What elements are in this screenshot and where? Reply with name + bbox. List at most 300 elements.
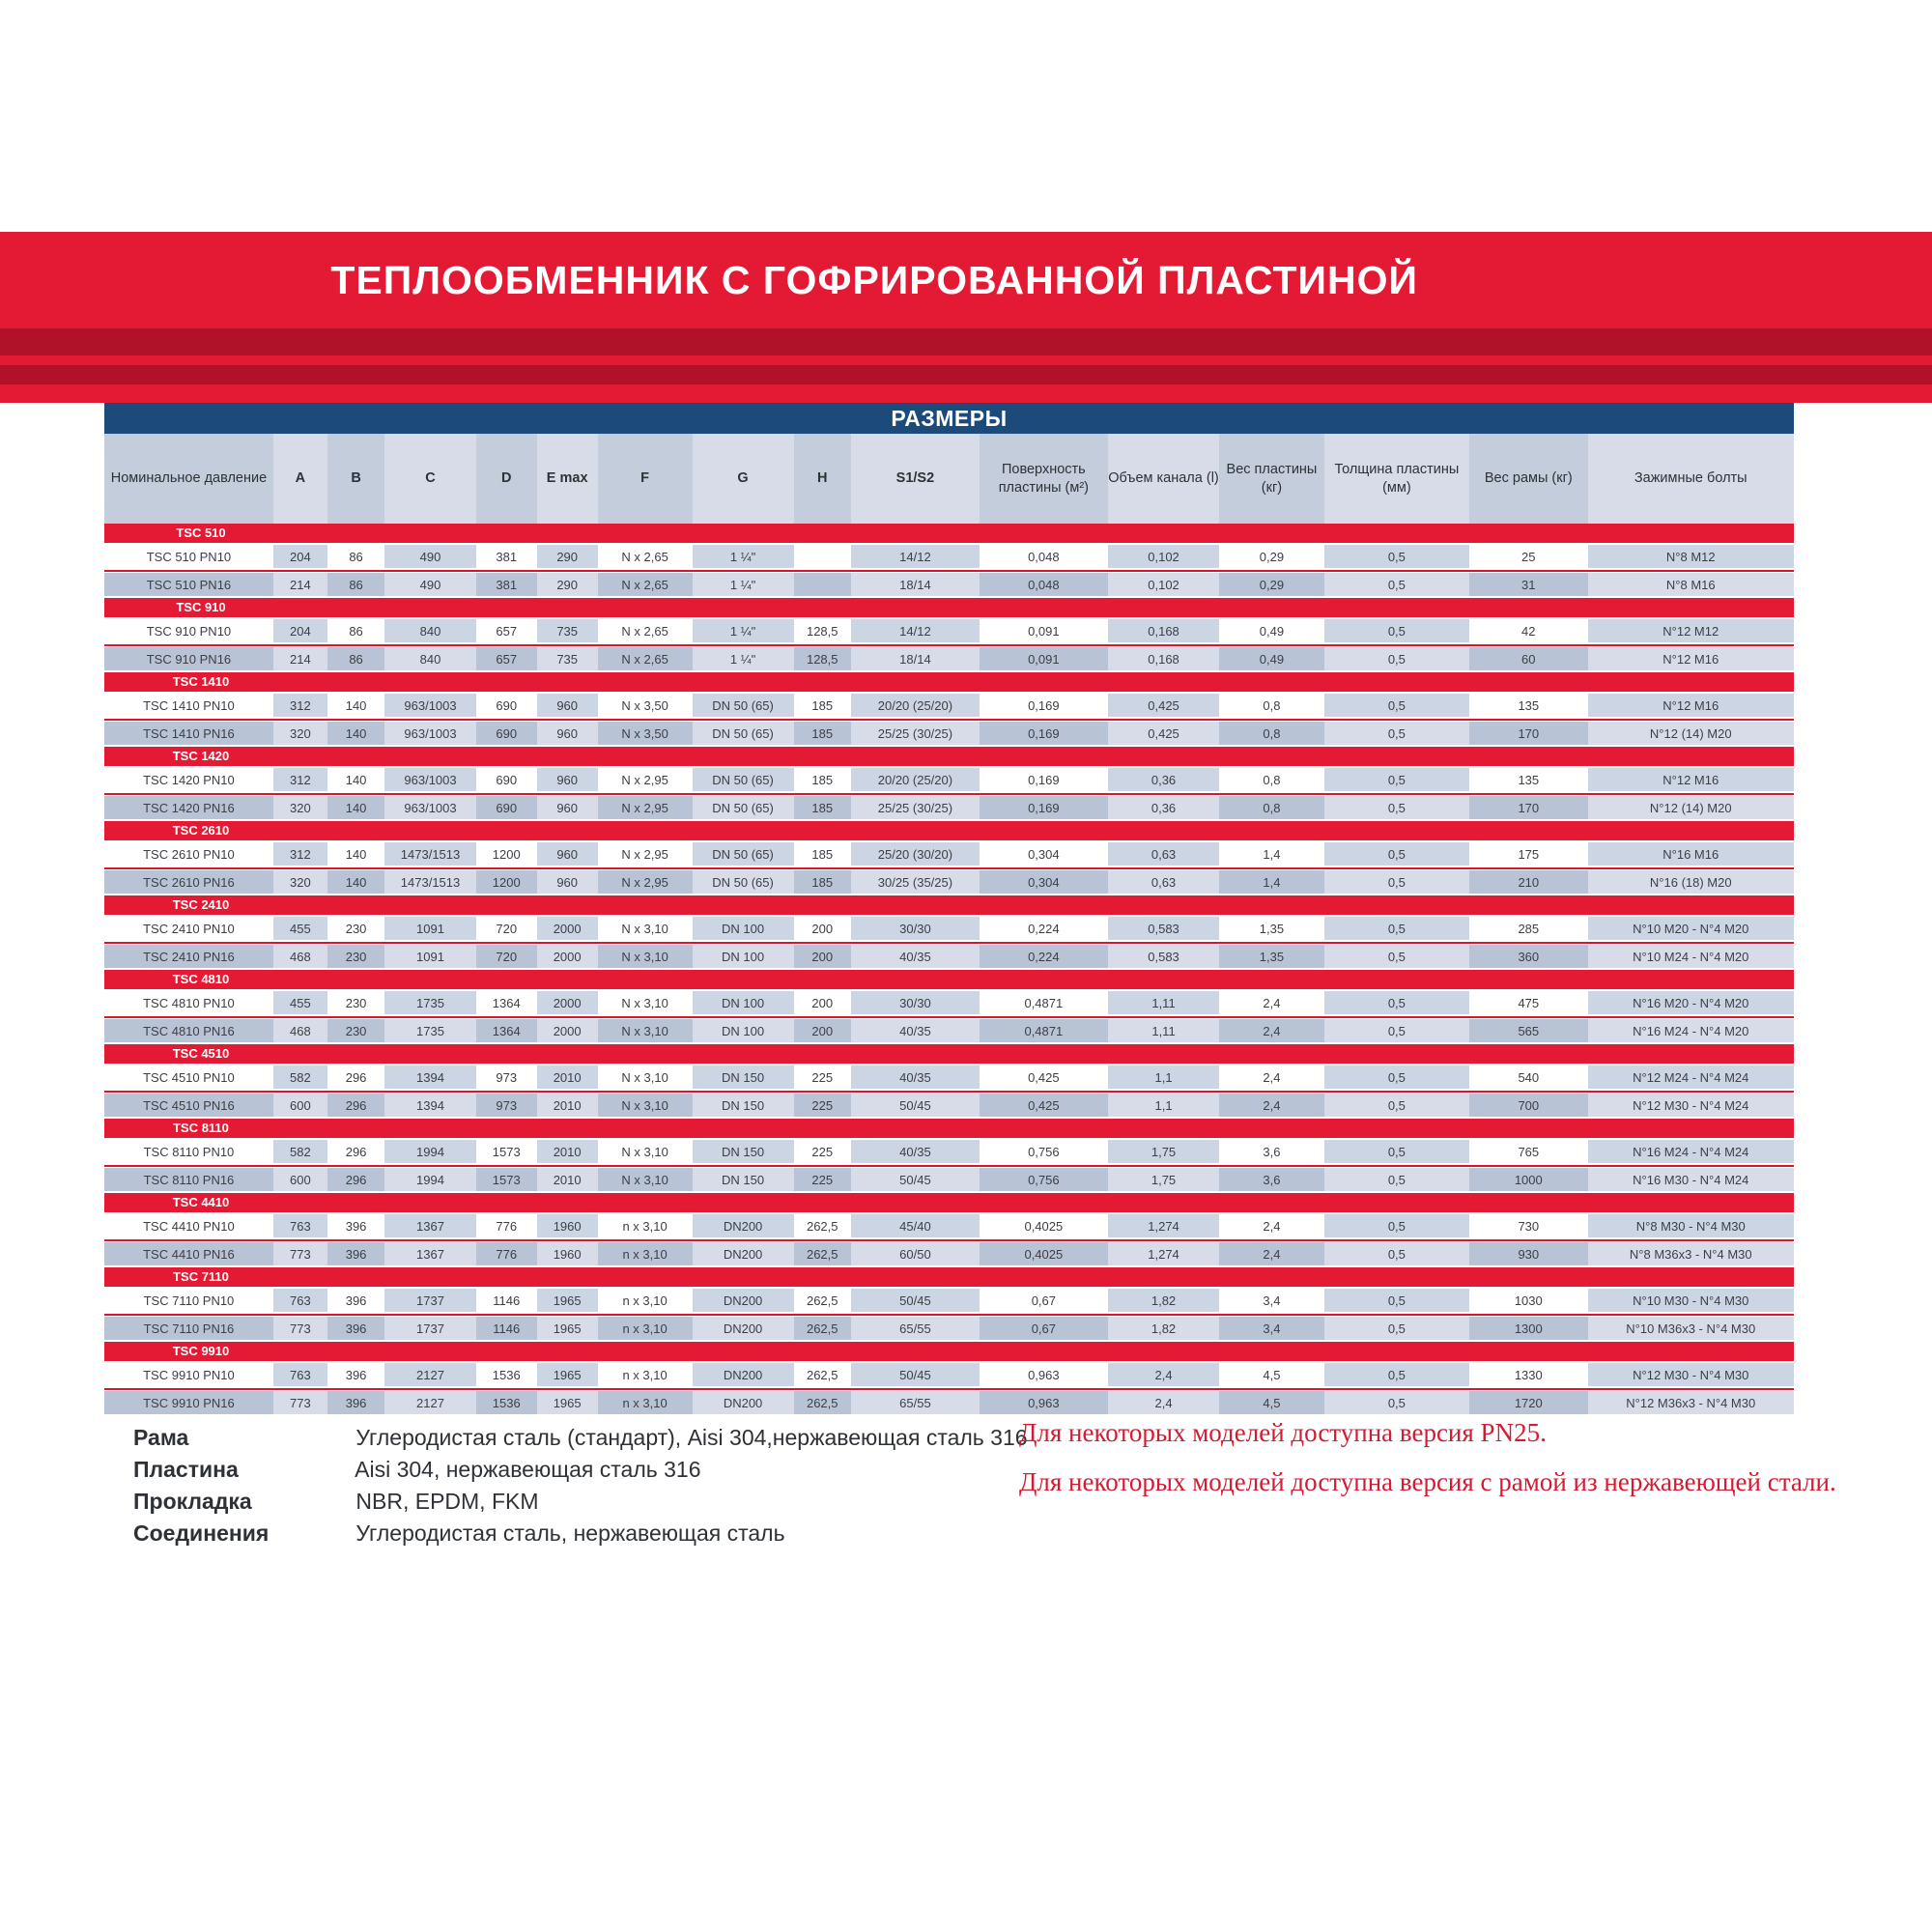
- data-row: [104, 842, 1794, 866]
- data-row: [104, 647, 1794, 670]
- column-header-row: [104, 434, 1794, 524]
- value-cell: 1965: [537, 1391, 598, 1414]
- value-cell: 0,5: [1324, 722, 1469, 745]
- value-cell: 1 ¼": [693, 647, 794, 670]
- data-row: [104, 1317, 1794, 1340]
- value-cell: DN200: [693, 1391, 794, 1414]
- value-cell: N°12 M30 - N°4 M30: [1588, 1363, 1795, 1386]
- value-cell: 30/25 (35/25): [851, 870, 980, 894]
- model-variant-cell: TSC 2410 PN10: [104, 917, 273, 940]
- value-cell: 2,4: [1219, 1065, 1323, 1089]
- value-cell: 0,963: [980, 1363, 1108, 1386]
- value-cell: DN 100: [693, 917, 794, 940]
- value-cell: 0,4025: [980, 1242, 1108, 1265]
- value-cell: 1146: [476, 1289, 537, 1312]
- value-cell: 2000: [537, 917, 598, 940]
- value-cell: 262,5: [794, 1317, 851, 1340]
- value-cell: 25/20 (30/20): [851, 842, 980, 866]
- value-cell: 690: [476, 796, 537, 819]
- value-cell: 2,4: [1219, 1214, 1323, 1237]
- value-cell: 210: [1469, 870, 1587, 894]
- title-banner: [0, 232, 1932, 328]
- data-row: [104, 945, 1794, 968]
- value-cell: N°12 M30 - N°4 M24: [1588, 1094, 1795, 1117]
- column-header: E max: [537, 434, 598, 524]
- model-variant-cell: TSC 910 PN10: [104, 619, 273, 642]
- model-variant-cell: TSC 510 PN16: [104, 573, 273, 596]
- value-cell: 730: [1469, 1214, 1587, 1237]
- value-cell: 960: [537, 842, 598, 866]
- value-cell: 0,5: [1324, 647, 1469, 670]
- value-cell: 1,11: [1108, 991, 1219, 1014]
- value-cell: 86: [327, 619, 384, 642]
- value-cell: 0,67: [980, 1317, 1108, 1340]
- group-header-row: [104, 672, 1794, 692]
- value-cell: 1 ¼": [693, 619, 794, 642]
- value-cell: 296: [327, 1065, 384, 1089]
- value-cell: 0,5: [1324, 1168, 1469, 1191]
- model-variant-cell: TSC 8110 PN10: [104, 1140, 273, 1163]
- value-cell: 700: [1469, 1094, 1587, 1117]
- value-cell: 0,36: [1108, 768, 1219, 791]
- value-cell: 50/45: [851, 1363, 980, 1386]
- value-cell: 735: [537, 619, 598, 642]
- data-row: [104, 917, 1794, 940]
- value-cell: 18/14: [851, 647, 980, 670]
- data-row: [104, 1363, 1794, 1386]
- value-cell: 60: [1469, 647, 1587, 670]
- value-cell: DN 50 (65): [693, 694, 794, 717]
- model-variant-cell: TSC 1420 PN10: [104, 768, 273, 791]
- value-cell: 2010: [537, 1094, 598, 1117]
- value-cell: DN 100: [693, 991, 794, 1014]
- value-cell: DN200: [693, 1317, 794, 1340]
- value-cell: 1,35: [1219, 917, 1323, 940]
- value-cell: 1473/1513: [384, 870, 475, 894]
- value-cell: DN200: [693, 1242, 794, 1265]
- column-header: Вес пластины (кг): [1219, 434, 1323, 524]
- value-cell: 1,4: [1219, 842, 1323, 866]
- value-cell: 0,583: [1108, 917, 1219, 940]
- value-cell: 1473/1513: [384, 842, 475, 866]
- value-cell: N x 2,95: [598, 796, 693, 819]
- value-cell: 0,5: [1324, 842, 1469, 866]
- group-model-label: TSC 910: [176, 600, 226, 614]
- value-cell: 185: [794, 768, 851, 791]
- data-row: [104, 1094, 1794, 1117]
- value-cell: 1960: [537, 1242, 598, 1265]
- value-cell: 690: [476, 768, 537, 791]
- value-cell: 1536: [476, 1391, 537, 1414]
- value-cell: n x 3,10: [598, 1242, 693, 1265]
- model-variant-cell: TSC 9910 PN10: [104, 1363, 273, 1386]
- value-cell: DN200: [693, 1289, 794, 1312]
- dimensions-table: [104, 434, 1794, 1416]
- value-cell: DN 150: [693, 1094, 794, 1117]
- value-cell: 1737: [384, 1317, 475, 1340]
- value-cell: 490: [384, 545, 475, 568]
- value-cell: 2,4: [1108, 1391, 1219, 1414]
- data-row: [104, 1242, 1794, 1265]
- value-cell: 290: [537, 573, 598, 596]
- value-cell: 381: [476, 573, 537, 596]
- value-cell: N x 2,95: [598, 870, 693, 894]
- data-row: [104, 722, 1794, 745]
- value-cell: 582: [273, 1140, 327, 1163]
- value-cell: 1 ¼": [693, 545, 794, 568]
- value-cell: 285: [1469, 917, 1587, 940]
- value-cell: 140: [327, 768, 384, 791]
- group-header-row: [104, 970, 1794, 989]
- value-cell: 0,67: [980, 1289, 1108, 1312]
- value-cell: 963/1003: [384, 722, 475, 745]
- value-cell: 963/1003: [384, 694, 475, 717]
- value-cell: N°10 M36x3 - N°4 M30: [1588, 1317, 1795, 1340]
- value-cell: 963/1003: [384, 796, 475, 819]
- value-cell: 1720: [1469, 1391, 1587, 1414]
- value-cell: 475: [1469, 991, 1587, 1014]
- value-cell: 1573: [476, 1168, 537, 1191]
- value-cell: N°16 M16: [1588, 842, 1795, 866]
- value-cell: 0,425: [980, 1094, 1108, 1117]
- value-cell: 1573: [476, 1140, 537, 1163]
- materials-specs: [133, 1422, 1028, 1549]
- value-cell: 2,4: [1219, 1242, 1323, 1265]
- value-cell: N x 2,65: [598, 619, 693, 642]
- data-row: [104, 870, 1794, 894]
- value-cell: 0,4871: [980, 1019, 1108, 1042]
- value-cell: 312: [273, 694, 327, 717]
- group-header-row: [104, 598, 1794, 617]
- value-cell: 14/12: [851, 619, 980, 642]
- value-cell: 290: [537, 545, 598, 568]
- value-cell: 0,5: [1324, 1019, 1469, 1042]
- value-cell: 0,36: [1108, 796, 1219, 819]
- value-cell: N°8 M12: [1588, 545, 1795, 568]
- value-cell: 140: [327, 694, 384, 717]
- note-stainless-frame: Для некоторых моделей доступна версия с рамой из нержавеющей стали.: [1019, 1467, 1836, 1496]
- spec-value: Aisi 304, нержавеющая сталь 316: [355, 1457, 701, 1482]
- value-cell: 3,6: [1219, 1140, 1323, 1163]
- value-cell: 0,5: [1324, 1214, 1469, 1237]
- value-cell: 763: [273, 1363, 327, 1386]
- value-cell: 3,4: [1219, 1317, 1323, 1340]
- group-header-row: [104, 1044, 1794, 1064]
- value-cell: 720: [476, 945, 537, 968]
- value-cell: 262,5: [794, 1242, 851, 1265]
- value-cell: 0,5: [1324, 573, 1469, 596]
- value-cell: N x 3,10: [598, 917, 693, 940]
- value-cell: 1,75: [1108, 1168, 1219, 1191]
- column-header: C: [384, 434, 475, 524]
- value-cell: 320: [273, 870, 327, 894]
- value-cell: 960: [537, 768, 598, 791]
- column-header: Номинальное давление: [104, 434, 273, 524]
- value-cell: 0,224: [980, 917, 1108, 940]
- value-cell: N x 3,10: [598, 1168, 693, 1191]
- value-cell: 0,5: [1324, 1363, 1469, 1386]
- value-cell: 1735: [384, 991, 475, 1014]
- value-cell: 1394: [384, 1065, 475, 1089]
- group-header-row: [104, 524, 1794, 543]
- value-cell: N°8 M16: [1588, 573, 1795, 596]
- value-cell: n x 3,10: [598, 1214, 693, 1237]
- value-cell: 0,5: [1324, 1289, 1469, 1312]
- value-cell: 230: [327, 945, 384, 968]
- value-cell: N°12 M24 - N°4 M24: [1588, 1065, 1795, 1089]
- column-header: D: [476, 434, 537, 524]
- value-cell: 1394: [384, 1094, 475, 1117]
- value-cell: 0,63: [1108, 870, 1219, 894]
- value-cell: 490: [384, 573, 475, 596]
- value-cell: 170: [1469, 722, 1587, 745]
- value-cell: 455: [273, 991, 327, 1014]
- value-cell: 225: [794, 1140, 851, 1163]
- column-header: A: [273, 434, 327, 524]
- group-model-label: TSC 9910: [172, 1344, 230, 1358]
- column-header: H: [794, 434, 851, 524]
- value-cell: 1994: [384, 1140, 475, 1163]
- value-cell: 0,8: [1219, 694, 1323, 717]
- value-cell: 225: [794, 1168, 851, 1191]
- value-cell: 963/1003: [384, 768, 475, 791]
- value-cell: 3,4: [1219, 1289, 1323, 1312]
- model-variant-cell: TSC 1410 PN16: [104, 722, 273, 745]
- group-model-label: TSC 8110: [173, 1121, 229, 1135]
- value-cell: 0,5: [1324, 1391, 1469, 1414]
- value-cell: 86: [327, 573, 384, 596]
- value-cell: 262,5: [794, 1289, 851, 1312]
- spec-label: Рама: [133, 1425, 189, 1450]
- value-cell: 773: [273, 1242, 327, 1265]
- value-cell: 960: [537, 722, 598, 745]
- value-cell: 312: [273, 842, 327, 866]
- value-cell: 2,4: [1219, 1094, 1323, 1117]
- value-cell: N°16 M30 - N°4 M24: [1588, 1168, 1795, 1191]
- value-cell: [794, 573, 851, 596]
- value-cell: 0,091: [980, 619, 1108, 642]
- value-cell: 1200: [476, 842, 537, 866]
- value-cell: 1,82: [1108, 1289, 1219, 1312]
- value-cell: N x 3,50: [598, 694, 693, 717]
- data-row: [104, 1019, 1794, 1042]
- spec-row-plate: [133, 1454, 1028, 1486]
- value-cell: N°16 M24 - N°4 M20: [1588, 1019, 1795, 1042]
- data-row: [104, 768, 1794, 791]
- value-cell: N°12 (14) M20: [1588, 796, 1795, 819]
- value-cell: 185: [794, 870, 851, 894]
- value-cell: n x 3,10: [598, 1289, 693, 1312]
- value-cell: 1,4: [1219, 870, 1323, 894]
- value-cell: 1367: [384, 1242, 475, 1265]
- group-header-row: [104, 1342, 1794, 1361]
- value-cell: 14/12: [851, 545, 980, 568]
- value-cell: 0,5: [1324, 545, 1469, 568]
- model-variant-cell: TSC 7110 PN10: [104, 1289, 273, 1312]
- value-cell: N°10 M30 - N°4 M30: [1588, 1289, 1795, 1312]
- value-cell: [794, 545, 851, 568]
- column-header: Вес рамы (кг): [1469, 434, 1587, 524]
- value-cell: 1965: [537, 1289, 598, 1312]
- value-cell: 2000: [537, 1019, 598, 1042]
- value-cell: 0,29: [1219, 573, 1323, 596]
- value-cell: 720: [476, 917, 537, 940]
- value-cell: 0,425: [1108, 694, 1219, 717]
- model-variant-cell: TSC 9910 PN16: [104, 1391, 273, 1414]
- value-cell: N x 2,95: [598, 842, 693, 866]
- value-cell: 1,75: [1108, 1140, 1219, 1163]
- value-cell: 225: [794, 1065, 851, 1089]
- value-cell: N°8 M36x3 - N°4 M30: [1588, 1242, 1795, 1265]
- value-cell: 20/20 (25/20): [851, 694, 980, 717]
- model-variant-cell: TSC 510 PN10: [104, 545, 273, 568]
- value-cell: 657: [476, 647, 537, 670]
- value-cell: DN 100: [693, 1019, 794, 1042]
- value-cell: 360: [1469, 945, 1587, 968]
- value-cell: 185: [794, 796, 851, 819]
- value-cell: 200: [794, 945, 851, 968]
- value-cell: 973: [476, 1065, 537, 1089]
- value-cell: 1,11: [1108, 1019, 1219, 1042]
- value-cell: N°12 M12: [1588, 619, 1795, 642]
- value-cell: 2,4: [1219, 1019, 1323, 1042]
- value-cell: 763: [273, 1214, 327, 1237]
- group-model-label: TSC 4810: [172, 972, 230, 986]
- value-cell: DN 150: [693, 1065, 794, 1089]
- value-cell: 1091: [384, 917, 475, 940]
- value-cell: 170: [1469, 796, 1587, 819]
- value-cell: 86: [327, 647, 384, 670]
- value-cell: 960: [537, 870, 598, 894]
- value-cell: 0,756: [980, 1168, 1108, 1191]
- value-cell: 230: [327, 991, 384, 1014]
- value-cell: 0,5: [1324, 945, 1469, 968]
- value-cell: DN 150: [693, 1140, 794, 1163]
- data-row: [104, 1214, 1794, 1237]
- value-cell: N x 2,65: [598, 647, 693, 670]
- dimensions-table-body: [104, 524, 1794, 1416]
- value-cell: 214: [273, 573, 327, 596]
- value-cell: 1091: [384, 945, 475, 968]
- model-variant-cell: TSC 1420 PN16: [104, 796, 273, 819]
- data-row: [104, 619, 1794, 642]
- value-cell: n x 3,10: [598, 1363, 693, 1386]
- value-cell: 396: [327, 1242, 384, 1265]
- value-cell: N°16 M24 - N°4 M24: [1588, 1140, 1795, 1163]
- group-header-row: [104, 1267, 1794, 1287]
- value-cell: 30/30: [851, 917, 980, 940]
- value-cell: 735: [537, 647, 598, 670]
- model-variant-cell: TSC 910 PN16: [104, 647, 273, 670]
- value-cell: 2,4: [1108, 1363, 1219, 1386]
- value-cell: DN 50 (65): [693, 842, 794, 866]
- value-cell: 1965: [537, 1317, 598, 1340]
- column-header: Толщина пластины (мм): [1324, 434, 1469, 524]
- red-stripe: [0, 365, 1932, 384]
- spec-label: Пластина: [133, 1457, 239, 1482]
- value-cell: 50/45: [851, 1289, 980, 1312]
- value-cell: 396: [327, 1317, 384, 1340]
- value-cell: 60/50: [851, 1242, 980, 1265]
- value-cell: 140: [327, 796, 384, 819]
- value-cell: 960: [537, 796, 598, 819]
- value-cell: 20/20 (25/20): [851, 768, 980, 791]
- spec-value: NBR, EPDM, FKM: [355, 1489, 539, 1514]
- value-cell: 396: [327, 1289, 384, 1312]
- value-cell: 960: [537, 694, 598, 717]
- value-cell: 50/45: [851, 1168, 980, 1191]
- group-model-label: TSC 510: [176, 526, 226, 540]
- value-cell: 65/55: [851, 1391, 980, 1414]
- value-cell: 0,5: [1324, 1140, 1469, 1163]
- value-cell: 0,102: [1108, 545, 1219, 568]
- value-cell: 2000: [537, 945, 598, 968]
- value-cell: 86: [327, 545, 384, 568]
- value-cell: DN200: [693, 1363, 794, 1386]
- value-cell: 1735: [384, 1019, 475, 1042]
- value-cell: 0,583: [1108, 945, 1219, 968]
- column-header: F: [598, 434, 693, 524]
- model-variant-cell: TSC 4410 PN10: [104, 1214, 273, 1237]
- value-cell: DN 50 (65): [693, 722, 794, 745]
- value-cell: 690: [476, 694, 537, 717]
- value-cell: 0,49: [1219, 647, 1323, 670]
- value-cell: 1,1: [1108, 1094, 1219, 1117]
- red-stripe: [0, 384, 1932, 403]
- value-cell: 0,168: [1108, 619, 1219, 642]
- value-cell: 0,304: [980, 870, 1108, 894]
- value-cell: 0,8: [1219, 768, 1323, 791]
- value-cell: 185: [794, 694, 851, 717]
- value-cell: 0,5: [1324, 1242, 1469, 1265]
- value-cell: 1994: [384, 1168, 475, 1191]
- footnotes: [1019, 1418, 1836, 1517]
- model-variant-cell: TSC 4410 PN16: [104, 1242, 273, 1265]
- value-cell: 0,5: [1324, 991, 1469, 1014]
- value-cell: 1200: [476, 870, 537, 894]
- data-row: [104, 991, 1794, 1014]
- model-variant-cell: TSC 8110 PN16: [104, 1168, 273, 1191]
- value-cell: 0,8: [1219, 722, 1323, 745]
- value-cell: N x 3,10: [598, 945, 693, 968]
- column-header: G: [693, 434, 794, 524]
- group-model-label: TSC 2410: [172, 897, 230, 912]
- value-cell: 40/35: [851, 1019, 980, 1042]
- data-row: [104, 796, 1794, 819]
- value-cell: 1364: [476, 991, 537, 1014]
- value-cell: 0,5: [1324, 917, 1469, 940]
- data-row: [104, 1289, 1794, 1312]
- value-cell: 2,4: [1219, 991, 1323, 1014]
- value-cell: 25: [1469, 545, 1587, 568]
- value-cell: 200: [794, 1019, 851, 1042]
- value-cell: n x 3,10: [598, 1317, 693, 1340]
- value-cell: 1364: [476, 1019, 537, 1042]
- value-cell: 1146: [476, 1317, 537, 1340]
- value-cell: 140: [327, 870, 384, 894]
- value-cell: DN 50 (65): [693, 768, 794, 791]
- value-cell: N x 2,95: [598, 768, 693, 791]
- value-cell: N°12 M16: [1588, 768, 1795, 791]
- value-cell: 0,4025: [980, 1214, 1108, 1237]
- value-cell: 140: [327, 722, 384, 745]
- value-cell: 140: [327, 842, 384, 866]
- value-cell: DN200: [693, 1214, 794, 1237]
- value-cell: 396: [327, 1214, 384, 1237]
- value-cell: 0,5: [1324, 1317, 1469, 1340]
- value-cell: 1737: [384, 1289, 475, 1312]
- value-cell: 973: [476, 1094, 537, 1117]
